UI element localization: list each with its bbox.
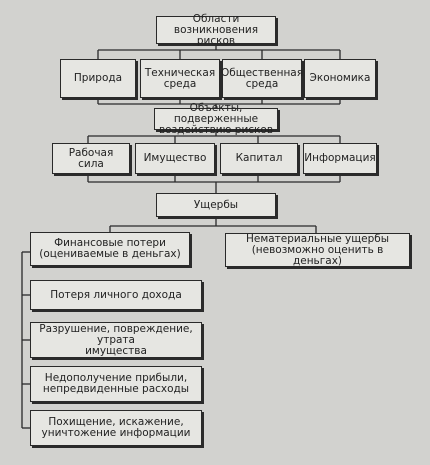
- loss-property-line2: имущества: [85, 344, 147, 357]
- object-property-label: Имущество: [143, 152, 207, 164]
- loss-profit-line1: Недополучение прибыли,: [44, 372, 188, 384]
- risk-areas-title-line1: Области возникновения: [173, 12, 259, 36]
- area-nature-box: [60, 59, 136, 98]
- loss-property-box: [30, 322, 202, 358]
- object-capital-box: [220, 143, 298, 174]
- loss-information-line1: Похищение, искажение,: [48, 416, 184, 428]
- object-capital-label: Капитал: [235, 152, 283, 164]
- area-economy-label: Экономика: [309, 72, 371, 84]
- area-technical-label: Техническая среда: [144, 66, 216, 90]
- object-property-box: [135, 143, 215, 174]
- risk-areas-title-line2: рисков: [196, 34, 236, 47]
- risk-objects-title-box: [154, 101, 278, 136]
- loss-information-line2: уничтожение информации: [41, 427, 191, 439]
- area-technical-box: [140, 59, 220, 98]
- loss-profit-box: [30, 366, 202, 402]
- object-labor-label: Рабочая сила: [68, 146, 114, 170]
- loss-property-line1: Разрушение, повреждение, утрата: [39, 322, 193, 346]
- risk-objects-title-line2: воздействию рисков: [158, 123, 274, 136]
- nonmaterial-damages-box: [225, 233, 410, 267]
- loss-personal-income-box: [30, 280, 202, 310]
- risk-objects-title-line1: Объекты, подверженные: [173, 101, 259, 125]
- financial-losses-line2: (оцениваемые в деньгах): [39, 248, 181, 260]
- object-labor-box: [52, 143, 130, 174]
- object-information-box: [303, 143, 377, 174]
- damages-box: [156, 193, 276, 217]
- risk-areas-title-box: [156, 12, 276, 47]
- area-nature-label: Природа: [73, 72, 123, 84]
- damages-label: Ущербы: [193, 198, 239, 211]
- nonmaterial-damages-line1: Нематериальные ущербы: [245, 232, 390, 245]
- financial-losses-box: [30, 232, 190, 266]
- area-economy-box: [304, 59, 376, 98]
- area-social-box: [222, 59, 302, 98]
- nonmaterial-damages-line2: (невозможно оценить в деньгах): [251, 243, 384, 267]
- loss-profit-line2: непредвиденные расходы: [42, 383, 190, 395]
- loss-information-box: [30, 410, 202, 446]
- loss-personal-income-label: Потеря личного дохода: [50, 288, 182, 301]
- area-social-label: Общественная среда: [220, 66, 304, 90]
- financial-losses-line1: Финансовые потери: [54, 237, 166, 249]
- object-information-label: Информация: [304, 152, 376, 164]
